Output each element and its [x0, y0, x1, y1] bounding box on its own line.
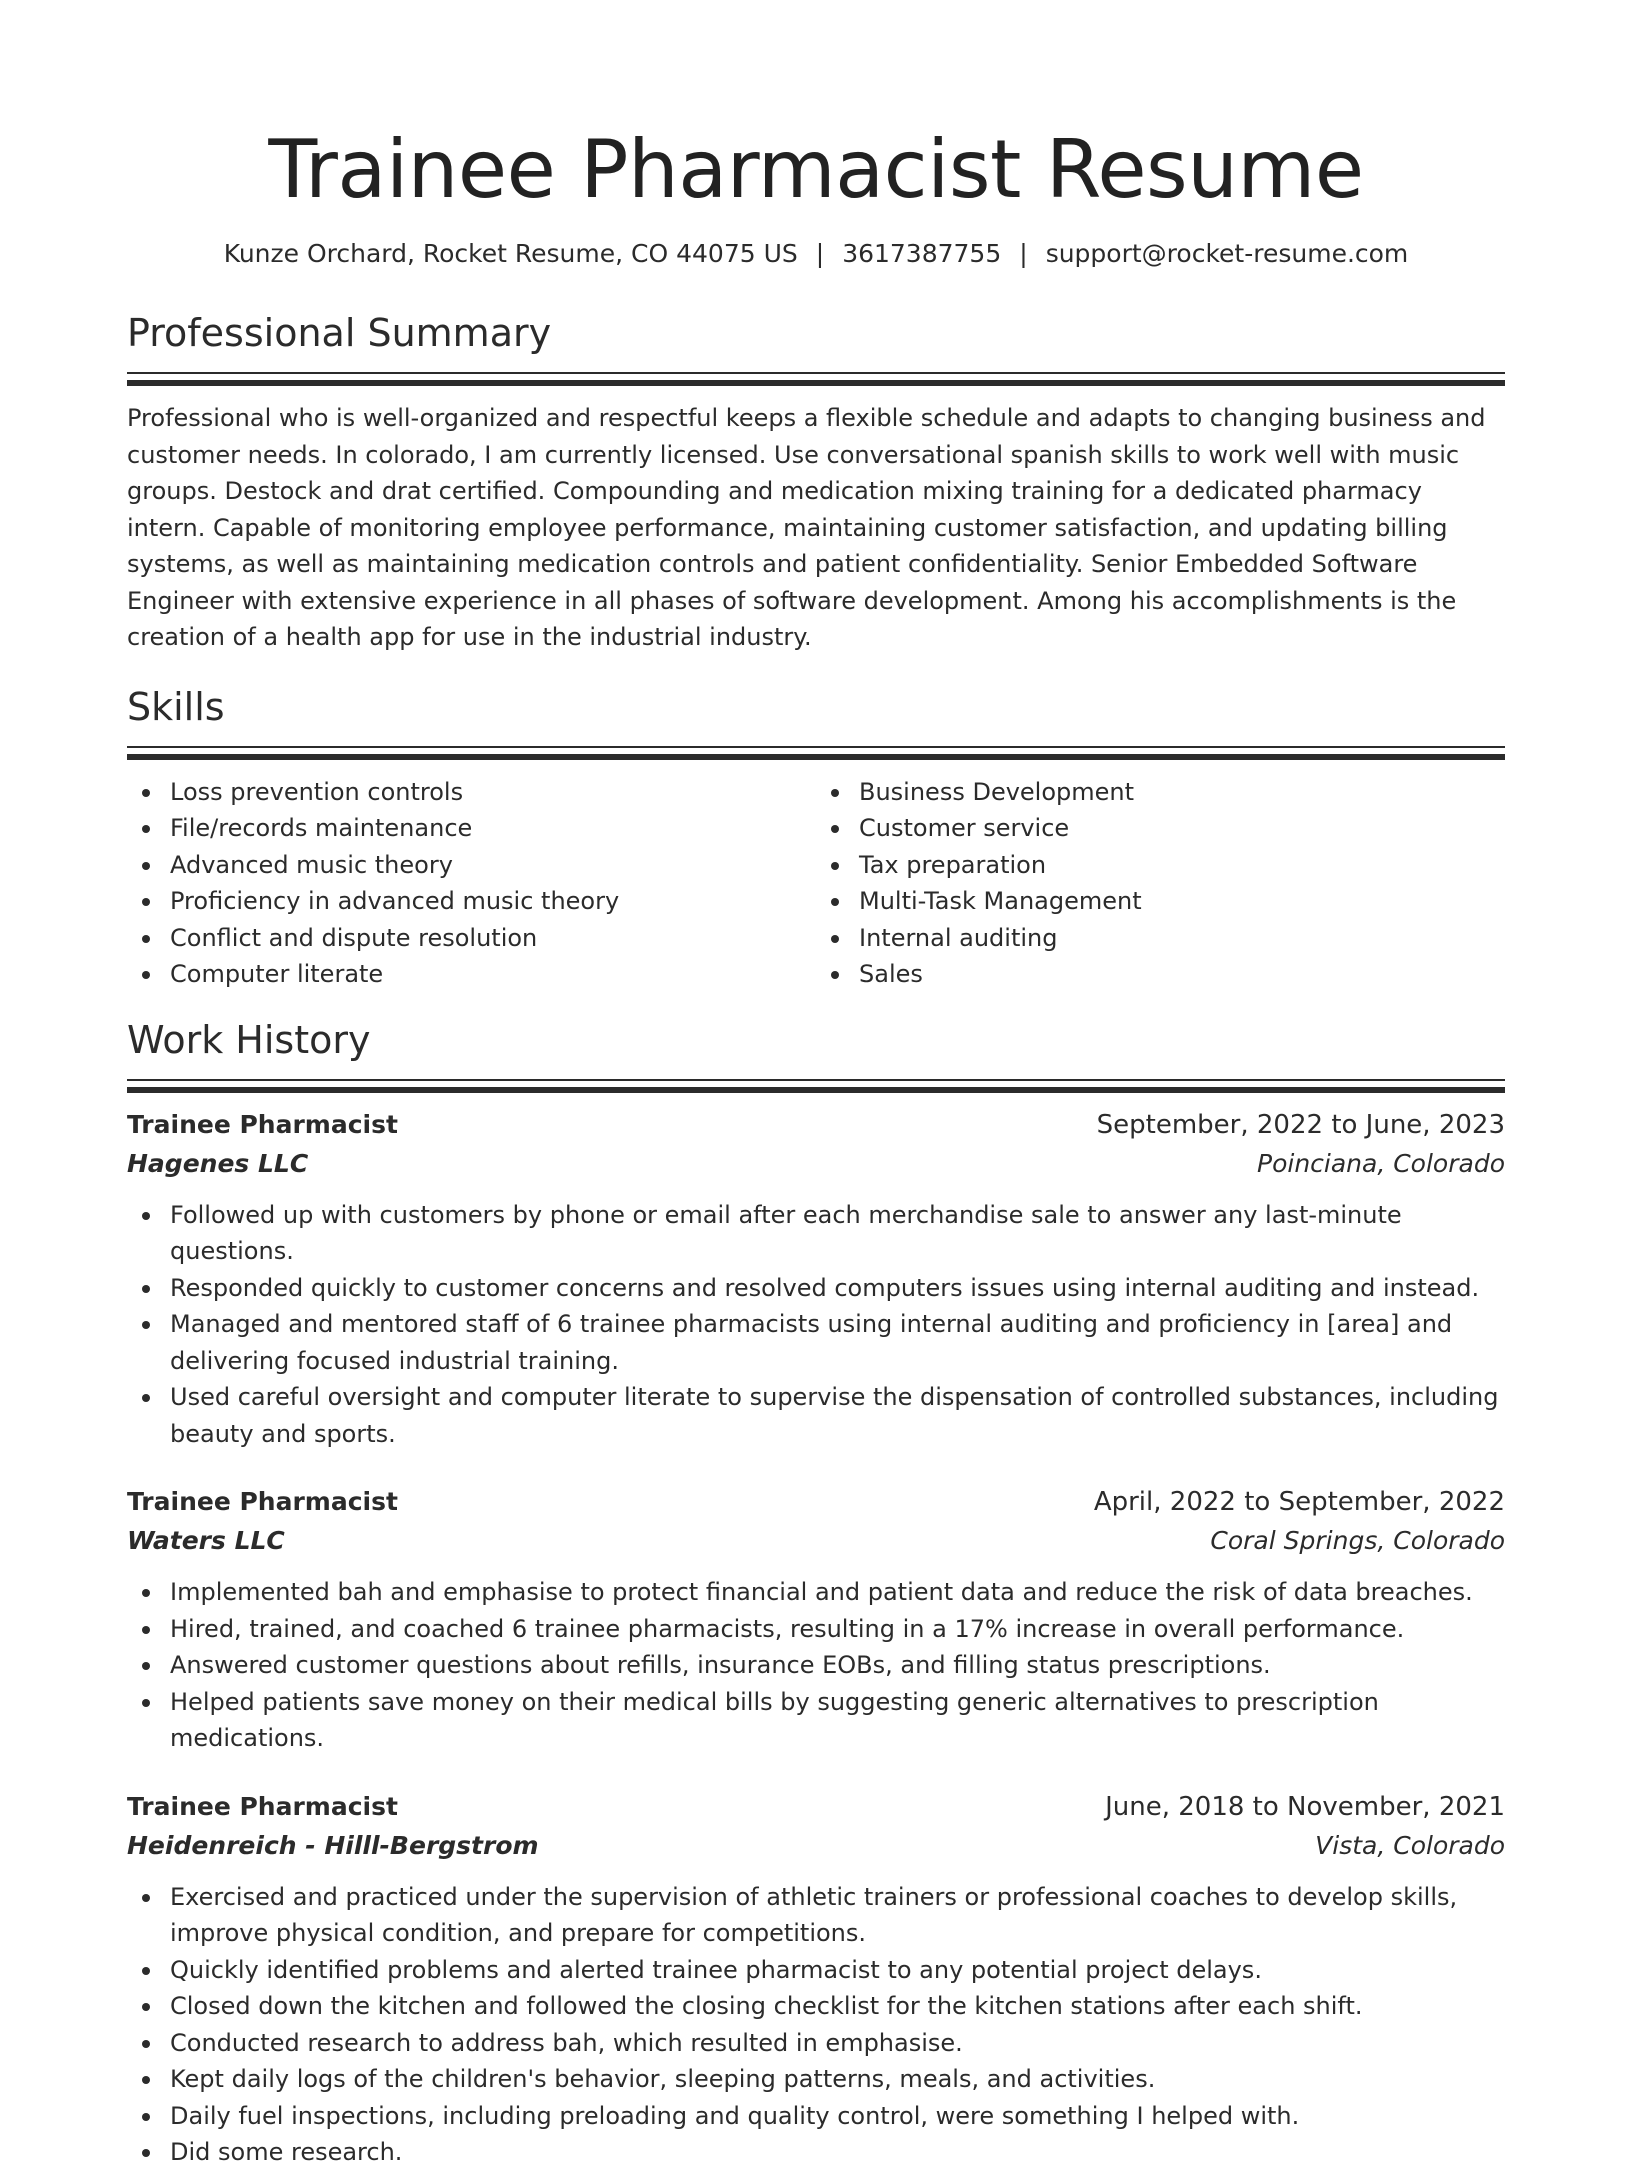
skill-item: Internal auditing: [859, 920, 1505, 957]
skill-item: Business Development: [859, 774, 1505, 811]
job-bullet: Used careful oversight and computer literate to supervise the dispensation of controlled substances, including beauty and sports.: [170, 1379, 1505, 1452]
job-company: Hagenes LLC: [127, 1148, 309, 1178]
skills-heading: Skills: [127, 684, 225, 729]
job-location: Vista, Colorado: [1315, 1830, 1505, 1860]
job-title: Trainee Pharmacist: [127, 1791, 398, 1821]
skill-item: File/records maintenance: [170, 810, 816, 847]
job-bullet: Hired, trained, and coached 6 trainee pharmacists, resulting in a 17% increase in overall performance.: [170, 1611, 1505, 1648]
skill-item: Tax preparation: [859, 847, 1505, 884]
skill-item: Advanced music theory: [170, 847, 816, 884]
skills-list-left: [127, 774, 816, 993]
summary-text: Professional who is well-organized and respectful keeps a flexible schedule and adapts to changing business and customer needs. In colorado, I am currently licensed. Use conversational spanish skills to work well with music groups. Destock and drat certified. Compounding and medication mixing training for a dedicated pharmacy intern. Capable of monitoring employee performance, maintaining customer satisfaction, and updating billing systems, as well as maintaining medication controls and patient confidentiality. Senior Embedded Software Engineer with extensive experience in all phases of software development. Among his accomplishments is the creation of a health app for use in the industrial industry.: [127, 404, 1486, 651]
contact-separator: |: [1019, 239, 1028, 268]
summary-heading: Professional Summary: [127, 311, 552, 355]
job-bullet: Closed down the kitchen and followed the closing checklist for the kitchen stations after each shift.: [170, 1988, 1505, 2025]
job-bullet: Kept daily logs of the children's behavior, sleeping patterns, meals, and activities.: [170, 2061, 1505, 2098]
job-header-row: [127, 1787, 1505, 1827]
contact-email: support@rocket-resume.com: [1045, 239, 1409, 268]
contact-address: Kunze Orchard, Rocket Resume, CO 44075 US: [223, 239, 798, 268]
job-dates: September, 2022 to June, 2023: [1096, 1109, 1505, 1140]
section-divider: [127, 746, 1505, 760]
job-dates: April, 2022 to September, 2022: [1093, 1487, 1505, 1517]
job-company: Waters LLC: [127, 1526, 285, 1555]
job-bullet: Exercised and practiced under the supervision of athletic trainers or professional coaches to develop skills, improve physical condition, and prepare for competitions.: [170, 1879, 1505, 1952]
job-entry: [127, 1787, 1505, 2171]
skill-item: Multi-Task Management: [859, 883, 1505, 920]
resume-title: Trainee Pharmacist Resume: [268, 123, 1364, 216]
skills-grid: [127, 774, 1505, 993]
job-bullet: Helped patients save money on their medical bills by suggesting generic alternatives to prescription medications.: [170, 1684, 1505, 1757]
job-bullet: Did some research.: [170, 2134, 1505, 2171]
job-location: Coral Springs, Colorado: [1210, 1526, 1505, 1555]
job-bullet: Implemented bah and emphasise to protect financial and patient data and reduce the risk of data breaches.: [170, 1574, 1505, 1611]
work-history-heading: Work History: [127, 1017, 371, 1062]
job-company-row: [127, 1145, 1505, 1183]
job-company-row: [127, 1522, 1505, 1560]
job-bullet: Followed up with customers by phone or email after each merchandise sale to answer any last-minute questions.: [170, 1197, 1505, 1270]
contact-phone: 3617387755: [842, 239, 1002, 268]
job-company: Heidenreich - Hilll-Bergstrom: [127, 1830, 539, 1860]
job-company-row: [127, 1827, 1505, 1865]
job-header-row: [127, 1105, 1505, 1145]
summary-section: [127, 310, 1505, 656]
job-bullet: Daily fuel inspections, including preloading and quality control, were something I helped with.: [170, 2098, 1505, 2135]
skills-section: [127, 684, 1505, 993]
contact-line: [127, 236, 1505, 272]
job-bullets: [127, 1574, 1505, 1757]
section-divider: [127, 372, 1505, 386]
skill-item: Computer literate: [170, 956, 816, 993]
job-bullet: Conducted research to address bah, which resulted in emphasise.: [170, 2025, 1505, 2062]
job-bullet: Quickly identified problems and alerted trainee pharmacist to any potential project delays.: [170, 1952, 1505, 1989]
skill-item: Loss prevention controls: [170, 774, 816, 811]
job-bullet: Responded quickly to customer concerns and resolved computers issues using internal auditing and instead.: [170, 1270, 1505, 1307]
job-location: Poinciana, Colorado: [1257, 1148, 1505, 1178]
skill-item: Conflict and dispute resolution: [170, 920, 816, 957]
job-bullets: [127, 1879, 1505, 2171]
job-header-row: [127, 1482, 1505, 1522]
job-dates: June, 2018 to November, 2021: [1105, 1791, 1505, 1822]
job-bullet: Answered customer questions about refills, insurance EOBs, and filling status prescriptions.: [170, 1647, 1505, 1684]
job-bullets: [127, 1197, 1505, 1453]
job-entry: [127, 1482, 1505, 1757]
job-bullet: Managed and mentored staff of 6 trainee pharmacists using internal auditing and proficiency in [area] and delivering focused industrial training.: [170, 1306, 1505, 1379]
work-history-section: [127, 1017, 1505, 2171]
skill-item: Proficiency in advanced music theory: [170, 883, 816, 920]
skills-list-right: [816, 774, 1505, 993]
section-divider: [127, 1079, 1505, 1093]
job-entry: [127, 1105, 1505, 1453]
job-title: Trainee Pharmacist: [127, 1487, 398, 1516]
skill-item: Sales: [859, 956, 1505, 993]
contact-separator: |: [815, 239, 825, 268]
job-title: Trainee Pharmacist: [127, 1109, 398, 1139]
skill-item: Customer service: [859, 810, 1505, 847]
